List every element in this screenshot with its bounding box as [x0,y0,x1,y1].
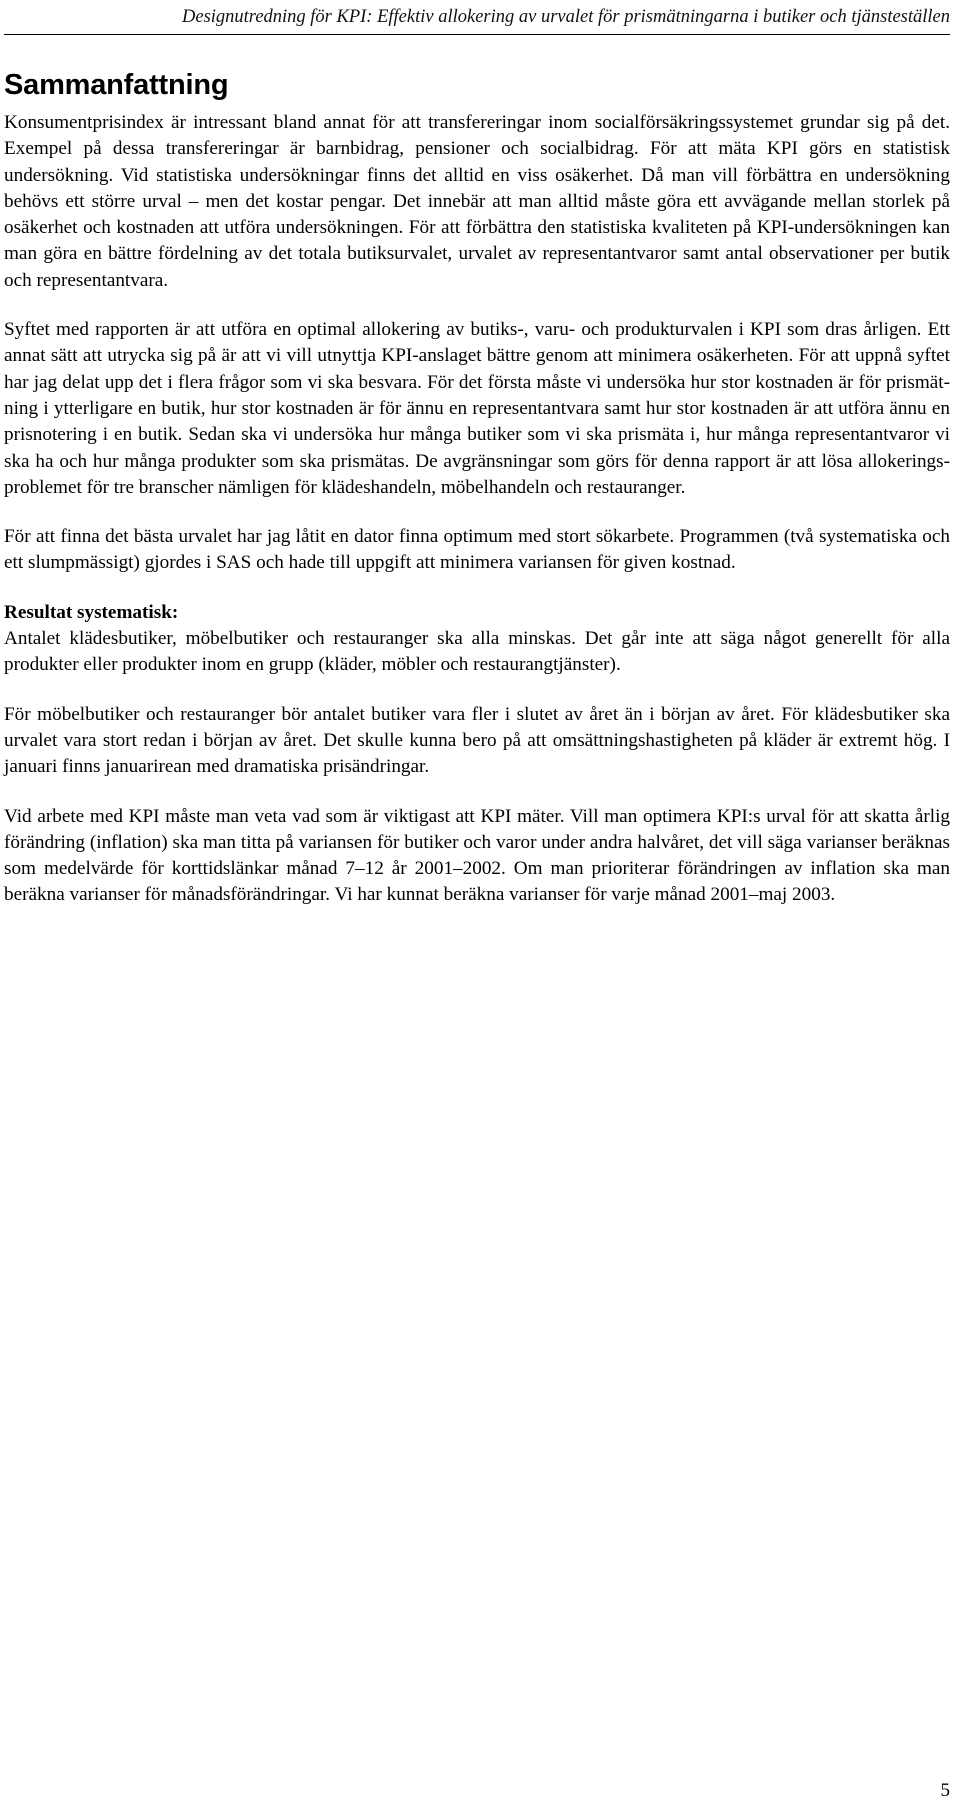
page-number: 5 [940,1780,950,1801]
result-subheading: Resultat systematisk: [4,601,179,623]
result-paragraph-1: Antalet klädesbutiker, möbelbutiker och restauranger ska alla minskas. Det går inte att säga något generellt för alla produkter eller produkter inom en grupp (kläder, möbler och restaurangtjänster). [4,628,950,676]
result-paragraph-2: För möbelbutiker och restauranger bör antalet butiker vara fler i slutet av året än i början av året. För klädesbutiker ska urvalet vara stort redan i början av året. Det skulle kunna bero på att omsättningshastigheten på kläder är extremt hög. I januari finns januarirean med dramatiska prisändringar. [4,703,950,778]
result-section [4,600,950,909]
header-divider [4,34,950,35]
summary-paragraph-2: Syftet med rapporten är att utföra en optimal allokering av butiks-, varu- och produkturvalen i KPI som dras årligen. Ett annat sätt att utrycka sig på är att vi vill utnyttja KPI-anslaget bättre genom att minimera osäkerheten. För att uppnå syftet har jag delat upp det i flera frågor som vi ska besvara. För det första måste vi undersöka hur stor kostnaden är för prismätning i ytterligare en butik, hur stor kostnaden är för ännu en representantvara samt hur stor kostnaden är att utföra ännu en prisnotering i en butik. Sedan ska vi undersöka hur många butiker som vi ska prismäta i, hur många representantvaror vi ska ha och hur många produkter som ska prismätas. De avgränsningar som görs för denna rapport är att lösa allokeringsproblemet för tre branscher nämligen för klädeshandeln, möbelhandeln och restauranger. [4,319,950,498]
summary-paragraph-3: För att finna det bästa urvalet har jag låtit en dator finna optimum med stort sökarbete. Programmen (två systematiska och ett slumpmässigt) gjordes i SAS och hade till uppgift att minimera variansen för given kostnad. [4,526,950,574]
page-content [4,66,950,932]
running-header: Designutredning för KPI: Effektiv allokering av urvalet för prismätningarna i butiker och tjänsteställen [182,7,950,27]
summary-paragraph-1: Konsumentprisindex är intressant bland annat för att transfereringar inom socialförsäkringssystemet grundar sig på det. Exempel på dessa transfereringar är barnbidrag, pensioner och socialbidrag. För att mäta KPI görs en statistisk undersökning. Vid statistiska undersökningar finns det alltid en viss osäkerhet. Då man vill förbättra en undersökning behövs ett större urval – men det kostar pengar. Det innebär att man alltid måste göra ett avvägande mellan storlek på osäkerhet och kostnaden att utföra undersökningen. För att förbättra den statistiska kvaliteten på KPI-undersökningen kan man göra en bättre fördelning av det totala butiksurvalet, urvalet av representantvaror samt antal observationer per butik och representantvara. [4,112,950,291]
section-heading: Sammanfattning [4,69,229,101]
result-paragraph-3: Vid arbete med KPI måste man veta vad som är viktigast att KPI mäter. Vill man optimera KPI:s urval för att skatta årlig förändring (inflation) ska man titta på variansen för butiker och varor under andra halvåret, det vill säga varianser beräknas som medelvärde för korttidslänkar månad 7–12 år 2001–2002. Om man prioriterar förändringen av inflation ska man beräkna varianser för månadsförändringar. Vi har kunnat beräkna varianser för varje månad 2001–maj 2003. [4,805,950,906]
